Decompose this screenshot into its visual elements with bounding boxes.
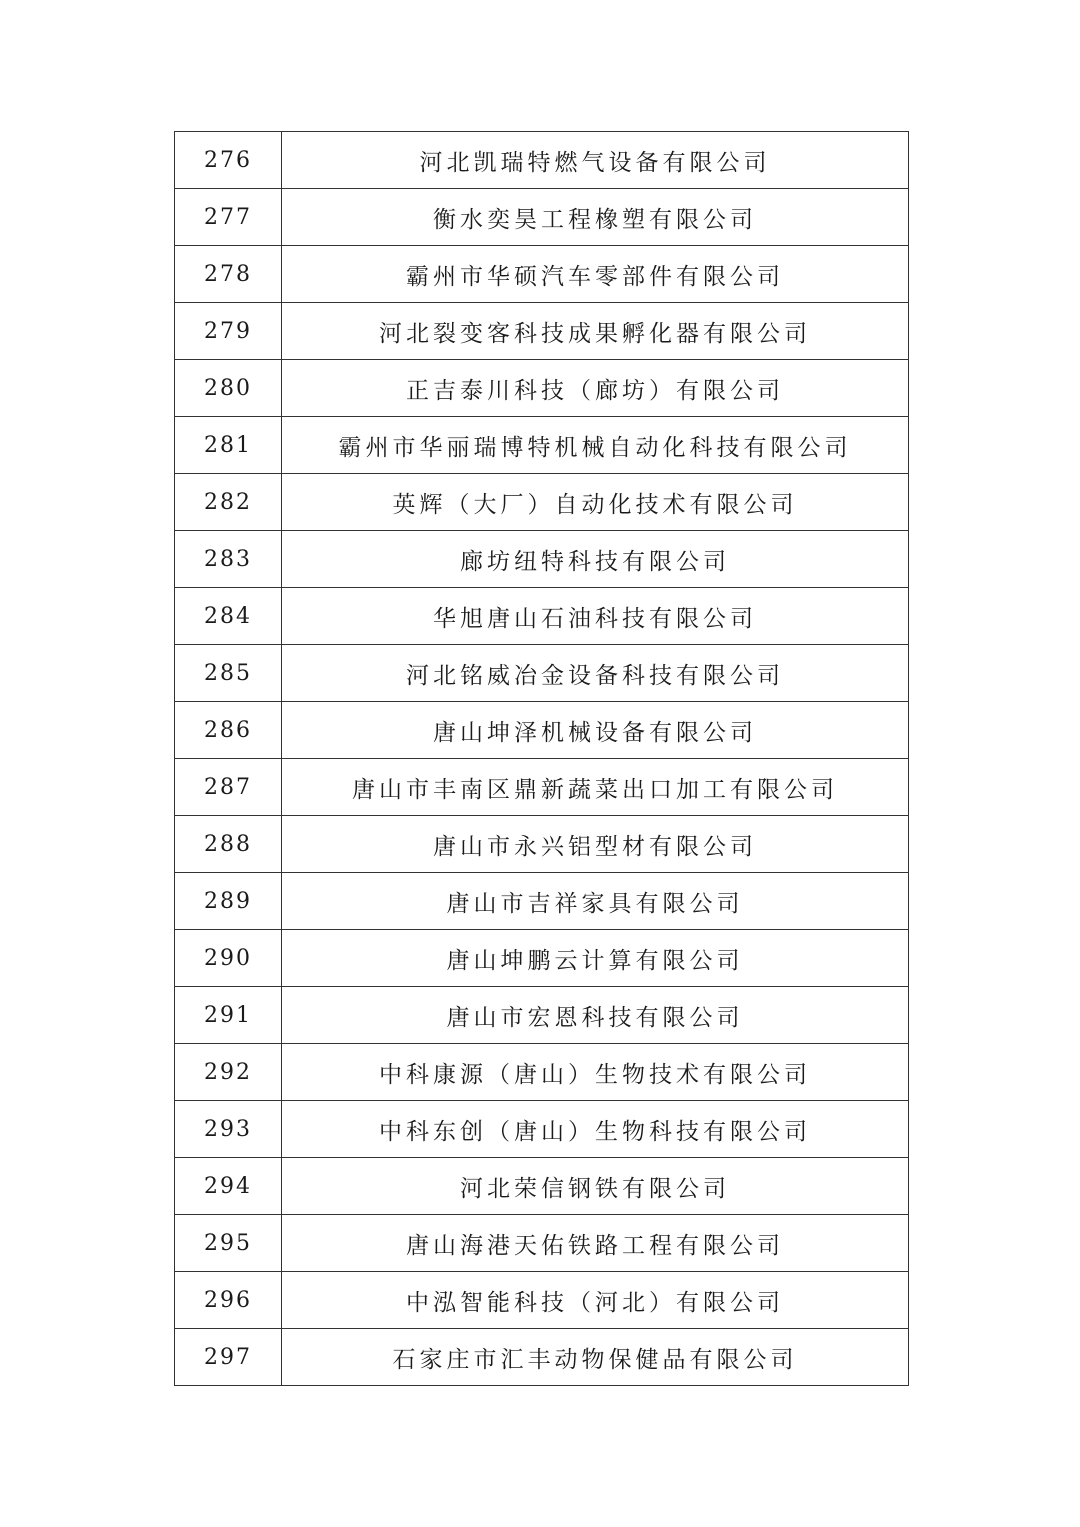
- row-number: 295: [175, 1215, 282, 1272]
- company-name: 英辉（大厂）自动化技术有限公司: [282, 474, 909, 531]
- company-name: 唐山坤鹏云计算有限公司: [282, 930, 909, 987]
- row-number: 281: [175, 417, 282, 474]
- table-row: [175, 816, 909, 873]
- table-row: [175, 132, 909, 189]
- table-row: [175, 531, 909, 588]
- table-row: [175, 1101, 909, 1158]
- company-name: 唐山市吉祥家具有限公司: [282, 873, 909, 930]
- row-number: 289: [175, 873, 282, 930]
- company-name: 霸州市华硕汽车零部件有限公司: [282, 246, 909, 303]
- table-row: [175, 246, 909, 303]
- company-name: 河北荣信钢铁有限公司: [282, 1158, 909, 1215]
- table-row: [175, 360, 909, 417]
- row-number: 292: [175, 1044, 282, 1101]
- table-row: [175, 1044, 909, 1101]
- company-name: 衡水奕昊工程橡塑有限公司: [282, 189, 909, 246]
- row-number: 276: [175, 132, 282, 189]
- row-number: 278: [175, 246, 282, 303]
- row-number: 296: [175, 1272, 282, 1329]
- table-row: [175, 1215, 909, 1272]
- row-number: 286: [175, 702, 282, 759]
- company-name: 唐山海港天佑铁路工程有限公司: [282, 1215, 909, 1272]
- row-number: 290: [175, 930, 282, 987]
- company-list-table: [174, 131, 909, 1386]
- table-row: [175, 189, 909, 246]
- table-row: [175, 702, 909, 759]
- row-number: 297: [175, 1329, 282, 1386]
- company-name: 中泓智能科技（河北）有限公司: [282, 1272, 909, 1329]
- row-number: 280: [175, 360, 282, 417]
- company-name: 唐山市丰南区鼎新蔬菜出口加工有限公司: [282, 759, 909, 816]
- company-name: 河北裂变客科技成果孵化器有限公司: [282, 303, 909, 360]
- company-name: 唐山市永兴铝型材有限公司: [282, 816, 909, 873]
- company-name: 中科东创（唐山）生物科技有限公司: [282, 1101, 909, 1158]
- table-row: [175, 645, 909, 702]
- company-name: 河北凯瑞特燃气设备有限公司: [282, 132, 909, 189]
- company-name: 正吉泰川科技（廊坊）有限公司: [282, 360, 909, 417]
- table-row: [175, 987, 909, 1044]
- company-name: 霸州市华丽瑞博特机械自动化科技有限公司: [282, 417, 909, 474]
- table-row: [175, 930, 909, 987]
- row-number: 279: [175, 303, 282, 360]
- company-name: 唐山坤泽机械设备有限公司: [282, 702, 909, 759]
- company-name: 华旭唐山石油科技有限公司: [282, 588, 909, 645]
- row-number: 288: [175, 816, 282, 873]
- row-number: 291: [175, 987, 282, 1044]
- row-number: 294: [175, 1158, 282, 1215]
- table-row: [175, 1158, 909, 1215]
- company-name: 中科康源（唐山）生物技术有限公司: [282, 1044, 909, 1101]
- table-row: [175, 474, 909, 531]
- row-number: 293: [175, 1101, 282, 1158]
- row-number: 283: [175, 531, 282, 588]
- row-number: 287: [175, 759, 282, 816]
- table-row: [175, 417, 909, 474]
- company-name: 石家庄市汇丰动物保健品有限公司: [282, 1329, 909, 1386]
- company-name: 河北铭威冶金设备科技有限公司: [282, 645, 909, 702]
- row-number: 285: [175, 645, 282, 702]
- table-row: [175, 1329, 909, 1386]
- row-number: 277: [175, 189, 282, 246]
- table-row: [175, 588, 909, 645]
- row-number: 284: [175, 588, 282, 645]
- table-row: [175, 873, 909, 930]
- row-number: 282: [175, 474, 282, 531]
- table-row: [175, 1272, 909, 1329]
- company-name: 廊坊纽特科技有限公司: [282, 531, 909, 588]
- table-row: [175, 759, 909, 816]
- company-name: 唐山市宏恩科技有限公司: [282, 987, 909, 1044]
- table-row: [175, 303, 909, 360]
